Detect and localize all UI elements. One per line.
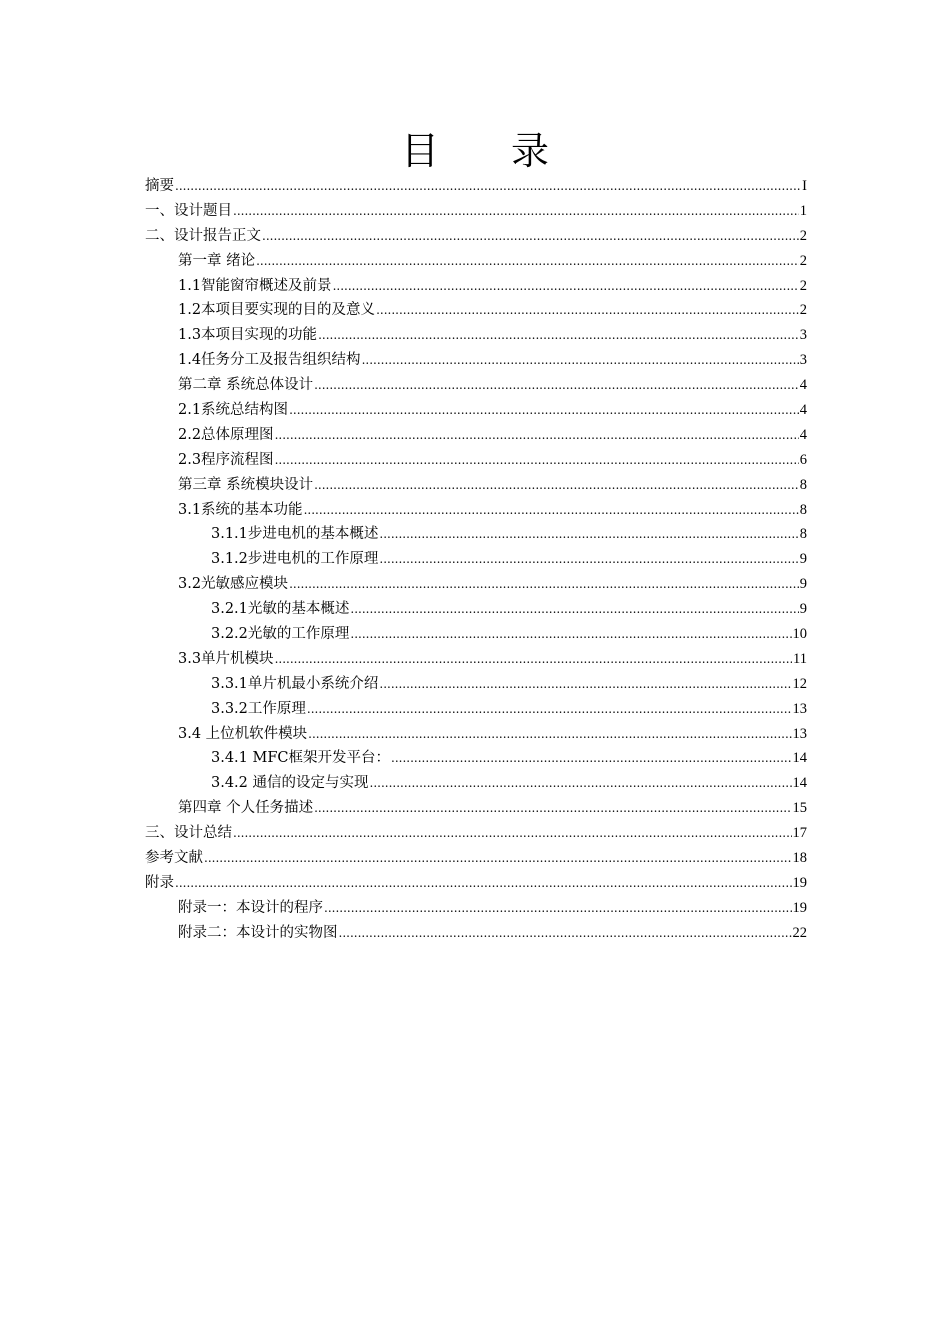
toc-dot-leader [289,572,799,597]
toc-entry-label: 3.3.2工作原理 [211,700,306,717]
toc-entry-label: 3.2.2光敏的工作原理 [211,626,350,643]
toc-entry-label: 第一章 绪论 [178,252,256,269]
toc-entry-label: 2.2总体原理图 [178,426,274,443]
toc-entry-page-number: 9 [799,576,807,593]
toc-entry[interactable] [145,448,807,473]
toc-dot-leader [204,846,792,871]
table-of-contents [145,174,807,946]
toc-entry-page-number: 11 [793,650,807,667]
toc-entry-page-number: 4 [799,426,807,443]
toc-dot-leader [275,423,799,448]
toc-entry[interactable] [145,921,807,946]
toc-entry[interactable] [145,597,807,622]
toc-entry-page-number: 14 [792,750,807,767]
toc-dot-leader [362,348,799,373]
toc-entry-label: 3.4.1 MFC框架开发平台： [211,750,391,767]
toc-entry[interactable] [145,522,807,547]
toc-dot-leader [379,672,791,697]
toc-entry-label: 附录一：本设计的程序 [178,899,323,916]
toc-dot-leader [233,199,799,224]
toc-entry[interactable] [145,398,807,423]
toc-entry-page-number: 8 [799,526,807,543]
toc-entry-page-number: 1 [799,202,807,219]
toc-entry[interactable] [145,224,807,249]
toc-dot-leader [275,647,792,672]
toc-dot-leader [379,522,798,547]
toc-entry-label: 1.2本项目要实现的目的及意义 [178,302,376,319]
toc-entry-label: 3.1.2步进电机的工作原理 [211,551,379,568]
toc-dot-leader [175,871,792,896]
toc-dot-leader [289,398,799,423]
toc-entry[interactable] [145,746,807,771]
toc-entry-label: 二、设计报告正文 [145,227,261,244]
toc-entry-page-number: 2 [799,227,807,244]
toc-entry[interactable] [145,722,807,747]
toc-entry-label: 3.1系统的基本功能 [178,501,303,518]
toc-entry-label: 1.3本项目实现的功能 [178,327,318,344]
toc-dot-leader [314,796,791,821]
toc-entry-page-number: I [802,178,807,194]
toc-dot-leader [304,498,799,523]
toc-entry[interactable] [145,323,807,348]
toc-entry-page-number: 8 [799,476,807,493]
toc-entry[interactable] [145,473,807,498]
toc-entry-page-number: 13 [792,725,807,742]
toc-dot-leader [376,298,799,323]
toc-entry-page-number: 14 [792,775,807,792]
toc-entry[interactable] [145,821,807,846]
toc-dot-leader [275,448,799,473]
toc-entry-label: 3.3.1单片机最小系统介绍 [211,675,379,692]
toc-entry-page-number: 17 [792,825,807,842]
toc-entry[interactable] [145,796,807,821]
toc-entry-page-number: 9 [799,551,807,568]
toc-entry-page-number: 19 [792,874,807,891]
toc-dot-leader [339,921,792,946]
toc-entry[interactable] [145,174,807,199]
toc-entry[interactable] [145,871,807,896]
toc-entry-page-number: 4 [799,377,807,394]
toc-entry-label: 第二章 系统总体设计 [178,377,314,394]
toc-dot-leader [370,771,792,796]
toc-entry-label: 3.3单片机模块 [178,650,274,667]
toc-entry-label: 一、设计题目 [145,202,232,219]
toc-entry-label: 2.3程序流程图 [178,451,274,468]
toc-entry[interactable] [145,498,807,523]
toc-entry-label: 参考文献 [145,850,203,867]
toc-entry[interactable] [145,547,807,572]
toc-entry-page-number: 3 [799,352,807,369]
toc-entry[interactable] [145,199,807,224]
toc-entry-page-number: 18 [792,850,807,867]
toc-entry-page-number: 4 [799,402,807,419]
toc-entry-page-number: 3 [799,327,807,344]
toc-dot-leader [308,722,791,747]
toc-entry[interactable] [145,622,807,647]
toc-dot-leader [350,622,791,647]
toc-entry-label: 3.1.1步进电机的基本概述 [211,526,379,543]
toc-entry-label: 3.2.1光敏的基本概述 [211,601,350,618]
toc-entry[interactable] [145,298,807,323]
toc-entry-label: 1.4任务分工及报告组织结构 [178,352,361,369]
toc-entry-label: 3.4 上位机软件模块 [178,725,308,742]
toc-entry-page-number: 22 [792,924,807,941]
toc-dot-leader [350,597,798,622]
toc-dot-leader [175,174,801,199]
toc-dot-leader [314,373,799,398]
toc-dot-leader [379,547,798,572]
toc-entry-label: 3.2光敏感应模块 [178,576,289,593]
toc-entry[interactable] [145,647,807,672]
toc-dot-leader [262,224,799,249]
toc-dot-leader [391,746,791,771]
toc-dot-leader [256,249,799,274]
toc-dot-leader [318,323,799,348]
toc-entry-label: 附录 [145,874,174,891]
toc-entry[interactable] [145,572,807,597]
toc-dot-leader [324,896,792,921]
toc-entry-page-number: 10 [792,626,807,643]
toc-entry-label: 摘要 [145,178,174,194]
toc-entry[interactable] [145,771,807,796]
toc-entry-label: 2.1系统总结构图 [178,402,289,419]
toc-entry[interactable] [145,672,807,697]
toc-entry[interactable] [145,249,807,274]
toc-entry-page-number: 12 [792,675,807,692]
toc-entry-page-number: 8 [799,501,807,518]
toc-entry[interactable] [145,373,807,398]
toc-entry[interactable] [145,423,807,448]
toc-entry[interactable] [145,697,807,722]
toc-entry-label: 1.1智能窗帘概述及前景 [178,277,332,294]
toc-entry-page-number: 19 [792,899,807,916]
toc-dot-leader [333,274,799,299]
toc-entry[interactable] [145,348,807,373]
toc-entry-page-number: 2 [799,252,807,269]
toc-dot-leader [314,473,799,498]
page-title: 目 录 [400,129,580,173]
toc-entry-label: 三、设计总结 [145,825,232,842]
toc-dot-leader [307,697,792,722]
toc-entry-page-number: 15 [792,800,807,817]
toc-entry-label: 3.4.2 通信的设定与实现 [211,775,369,792]
toc-entry-page-number: 6 [799,451,807,468]
toc-entry[interactable] [145,846,807,871]
toc-entry-page-number: 2 [799,302,807,319]
toc-entry[interactable] [145,274,807,299]
toc-entry-label: 第四章 个人任务描述 [178,800,314,817]
toc-entry[interactable] [145,896,807,921]
toc-entry-label: 附录二：本设计的实物图 [178,924,338,941]
toc-entry-page-number: 13 [792,700,807,717]
toc-dot-leader [233,821,792,846]
toc-entry-label: 第三章 系统模块设计 [178,476,314,493]
toc-entry-page-number: 2 [799,277,807,294]
toc-entry-page-number: 9 [799,601,807,618]
